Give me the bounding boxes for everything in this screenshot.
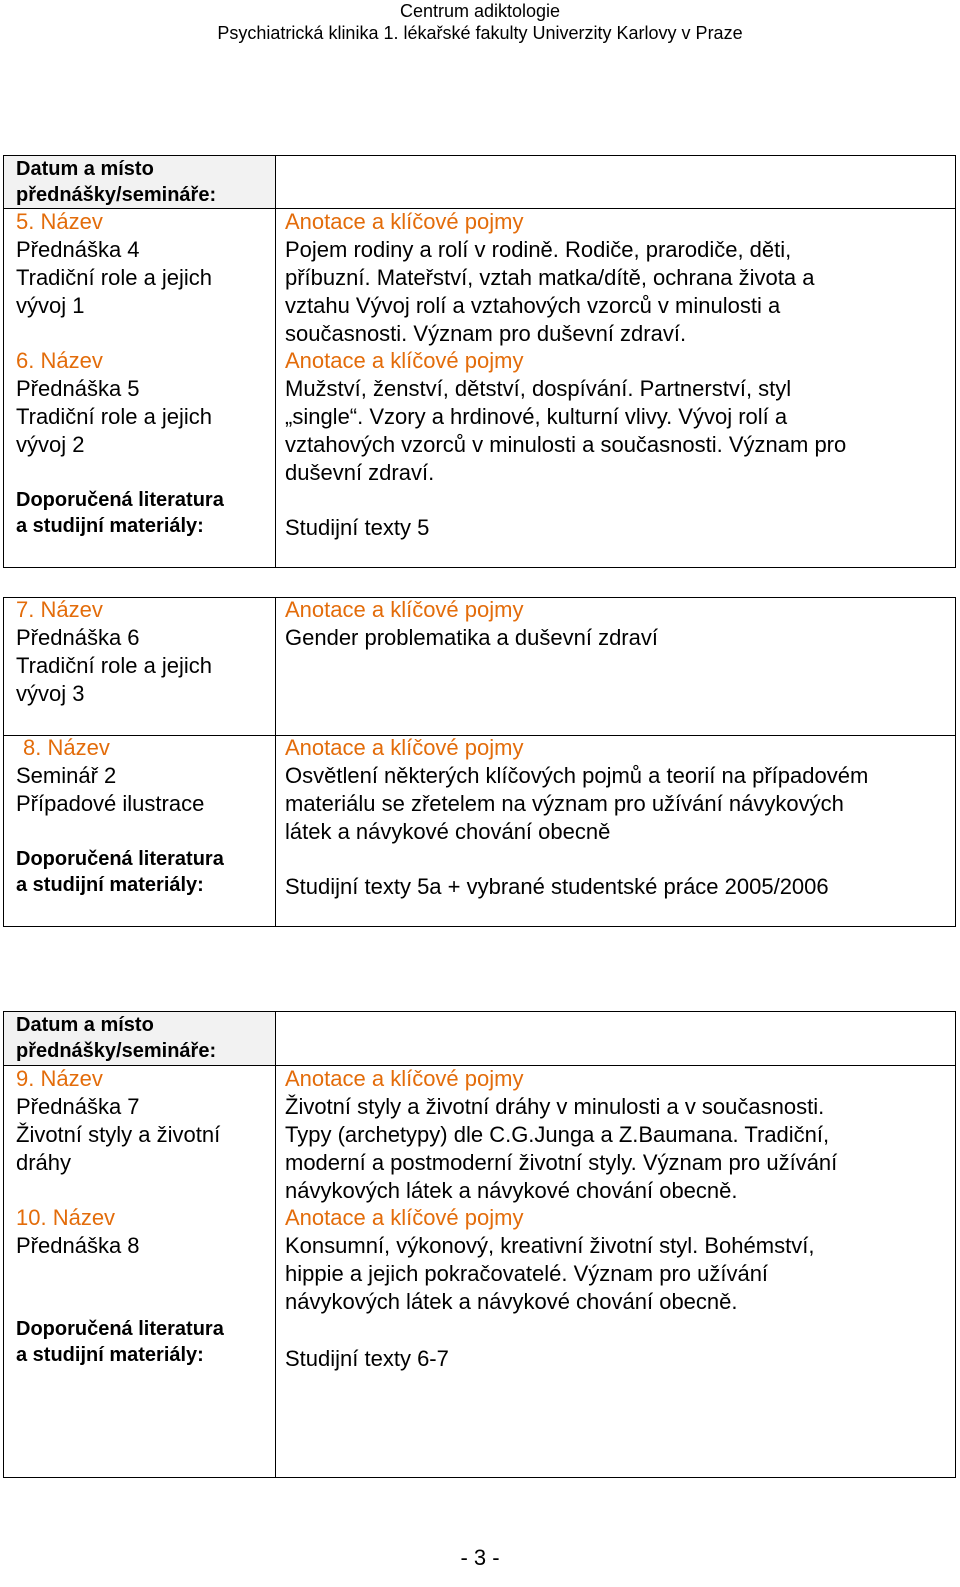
- item-title: vývoj 2: [16, 432, 85, 457]
- syllabus-table-1: [3, 155, 956, 568]
- annotation-text: Životní styly a životní dráhy v minulosti a v současnosti.: [285, 1094, 825, 1119]
- annotation-label: Anotace a klíčové pojmy: [285, 1205, 524, 1230]
- literature-label: a studijní materiály:: [16, 874, 204, 896]
- item-title: vývoj 3: [16, 681, 85, 706]
- annotation-text: příbuzní. Mateřství, vztah matka/dítě, ochrana života a: [285, 265, 815, 290]
- item-title: Seminář 2: [16, 763, 117, 788]
- item-title: Přednáška 7: [16, 1094, 140, 1119]
- header-institution: Centrum adiktologie: [399, 1, 561, 21]
- literature-label: a studijní materiály:: [16, 1344, 204, 1366]
- page-number: - 3 -: [460, 1545, 500, 1570]
- annotation-label: Anotace a klíčové pojmy: [285, 209, 524, 234]
- annotation-text: materiálu se zřetelem na význam pro užívání návykových: [285, 791, 844, 816]
- item-title: Případové ilustrace: [16, 791, 205, 816]
- annotation-text: hippie a jejich pokračovatelé. Význam pro užívání: [285, 1261, 769, 1286]
- item-title: vývoj 1: [16, 293, 85, 318]
- literature-value: Studijní texty 6-7: [285, 1346, 449, 1371]
- item-title: Tradiční role a jejich: [16, 653, 213, 678]
- annotation-label: Anotace a klíčové pojmy: [285, 1066, 524, 1091]
- item-title: Přednáška 5: [16, 376, 140, 401]
- literature-label: Doporučená literatura: [16, 1318, 224, 1340]
- annotation-label: Anotace a klíčové pojmy: [285, 735, 524, 760]
- item-number: 6. Název: [16, 348, 103, 373]
- date-place-label: Datum a místo: [16, 158, 154, 180]
- annotation-text: Mužství, ženství, dětství, dospívání. Partnerství, styl: [285, 376, 792, 401]
- date-place-label: přednášky/semináře:: [16, 184, 217, 206]
- annotation-text: Pojem rodiny a rolí v rodině. Rodiče, prarodiče, děti,: [285, 237, 792, 262]
- annotation-text: vztahových vzorců v minulosti a současnosti. Význam pro: [285, 432, 847, 457]
- item-number: 10. Název: [16, 1205, 116, 1230]
- annotation-text: návykových látek a návykové chování obecně.: [285, 1289, 738, 1314]
- annotation-text: „single“. Vzory a hrdinové, kulturní vlivy. Vývoj rolí a: [285, 404, 788, 429]
- item-title: Tradiční role a jejich: [16, 265, 213, 290]
- item-title: Tradiční role a jejich: [16, 404, 213, 429]
- column-divider: [275, 1012, 276, 1477]
- column-divider: [275, 598, 276, 926]
- date-place-label: Datum a místo: [16, 1014, 154, 1036]
- column-divider: [275, 156, 276, 567]
- annotation-text: Gender problematika a duševní zdraví: [285, 625, 658, 650]
- annotation-text: látek a návykové chování obecně: [285, 819, 611, 844]
- literature-label: Doporučená literatura: [16, 489, 224, 511]
- item-title: Přednáška 8: [16, 1233, 140, 1258]
- item-number: 5. Název: [16, 209, 103, 234]
- item-number: 9. Název: [16, 1066, 103, 1091]
- literature-label: Doporučená literatura: [16, 848, 224, 870]
- header-faculty: Psychiatrická klinika 1. lékařské fakulty Univerzity Karlovy v Praze: [217, 23, 743, 43]
- annotation-text: moderní a postmoderní životní styly. Význam pro užívání: [285, 1150, 838, 1175]
- item-title: Životní styly a životní: [16, 1122, 221, 1147]
- item-number: 7. Název: [16, 597, 103, 622]
- item-title: Přednáška 6: [16, 625, 140, 650]
- syllabus-table-2: [3, 597, 956, 927]
- annotation-text: návykových látek a návykové chování obecně.: [285, 1178, 738, 1203]
- item-number: 8. Název: [23, 735, 110, 760]
- literature-value: Studijní texty 5: [285, 515, 430, 540]
- date-place-label: přednášky/semináře:: [16, 1040, 217, 1062]
- annotation-text: Osvětlení některých klíčových pojmů a teorií na případovém: [285, 763, 869, 788]
- annotation-text: vztahu Vývoj rolí a vztahových vzorců v minulosti a: [285, 293, 781, 318]
- annotation-label: Anotace a klíčové pojmy: [285, 348, 524, 373]
- syllabus-table-3: [3, 1011, 956, 1478]
- item-title: Přednáška 4: [16, 237, 140, 262]
- literature-value: Studijní texty 5a + vybrané studentské práce 2005/2006: [285, 874, 829, 899]
- item-title: dráhy: [16, 1150, 72, 1175]
- literature-label: a studijní materiály:: [16, 515, 204, 537]
- annotation-text: duševní zdraví.: [285, 460, 435, 485]
- annotation-text: Typy (archetypy) dle C.G.Junga a Z.Baumana. Tradiční,: [285, 1122, 830, 1147]
- annotation-text: Konsumní, výkonový, kreativní životní styl. Bohémství,: [285, 1233, 815, 1258]
- annotation-text: současnosti. Význam pro duševní zdraví.: [285, 321, 687, 346]
- annotation-label: Anotace a klíčové pojmy: [285, 597, 524, 622]
